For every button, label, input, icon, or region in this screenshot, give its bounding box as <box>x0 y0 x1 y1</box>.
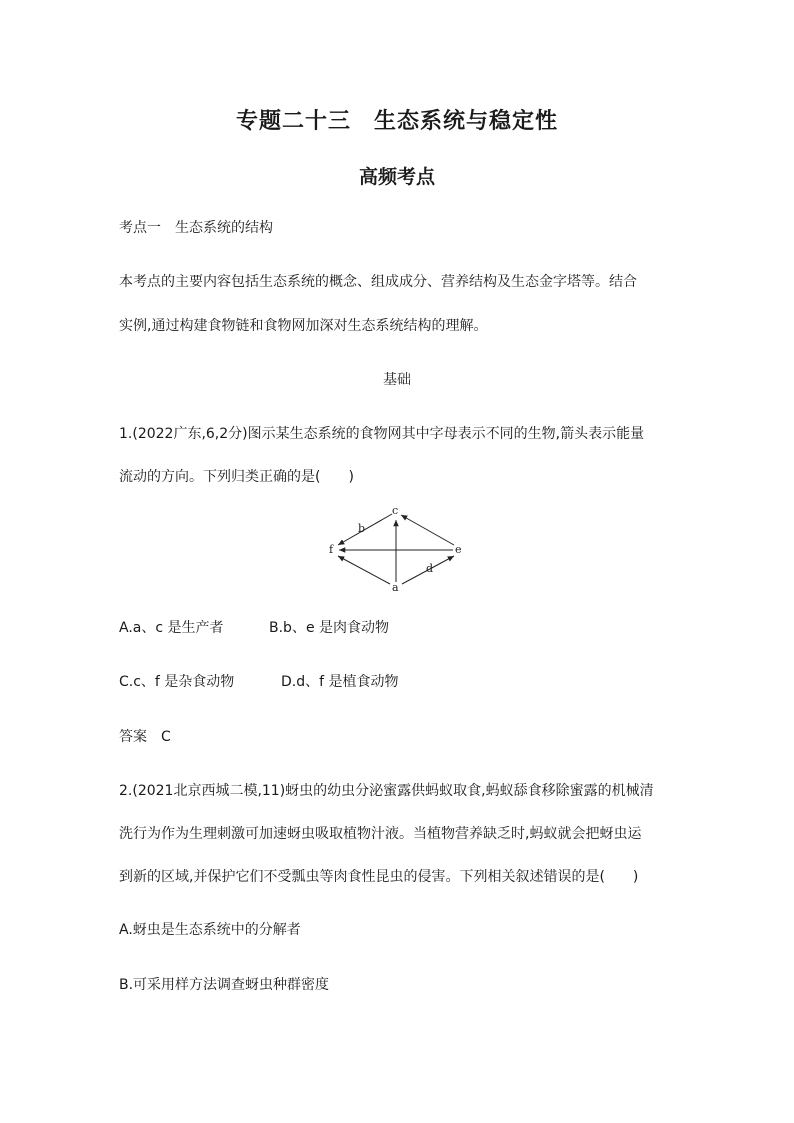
page-title: 专题二十三 生态系统与稳定性 <box>235 109 558 134</box>
intro-line-2: 实例,通过构建食物链和食物网加深对生态系统结构的理解。 <box>119 318 488 334</box>
section-heading: 考点一 生态系统的结构 <box>119 220 273 236</box>
intro-line-1: 本考点的主要内容包括生态系统的概念、组成成分、营养结构及生态金字塔等。结合 <box>119 274 637 290</box>
q1-options-row-1 <box>119 618 389 638</box>
q2-option-b[interactable]: B.可采用样方法调查蚜虫种群密度 <box>119 977 330 993</box>
q2-stem-line-3: 到新的区域,并保护它们不受瓢虫等肉食性昆虫的侵害。下列相关叙述错误的是( ) <box>119 869 639 885</box>
q1-stem-line-1: 1.(2022广东,6,2分)图示某生态系统的食物网其中字母表示不同的生物,箭头表示能量 <box>119 426 645 442</box>
q1-option-c[interactable]: C.c、f 是杂食动物 <box>119 674 235 690</box>
q2-stem-line-1: 2.(2021北京西城二模,11)蚜虫的幼虫分泌蜜露供蚂蚁取食,蚂蚁舔食移除蜜露的机械清 <box>119 783 654 799</box>
q1-answer: 答案 C <box>119 729 171 745</box>
q2-option-a[interactable]: A.蚜虫是生态系统中的分解者 <box>119 922 301 938</box>
node-label-b: b <box>358 522 366 535</box>
page-subtitle: 高频考点 <box>358 166 435 188</box>
q1-option-d[interactable]: D.d、f 是植食动物 <box>281 674 399 690</box>
arrow-e-to-c <box>401 515 454 545</box>
node-label-d: d <box>426 562 434 575</box>
node-label-f: f <box>329 543 334 556</box>
node-label-e: e <box>455 543 462 556</box>
food-web-diagram <box>320 502 470 600</box>
node-label-c: c <box>392 504 399 517</box>
level-label: 基础 <box>383 372 411 388</box>
q1-option-a[interactable]: A.a、c 是生产者 <box>119 620 224 636</box>
arrow-a-to-f <box>338 556 390 584</box>
q1-stem-line-2: 流动的方向。下列归类正确的是( ) <box>119 469 354 485</box>
q1-options-row-2 <box>119 672 399 692</box>
q2-stem-line-2: 洗行为作为生理刺激可加速蚜虫吸取植物汁液。当植物营养缺乏时,蚂蚁就会把蚜虫运 <box>119 826 642 842</box>
q1-option-b[interactable]: B.b、e 是肉食动物 <box>269 620 390 636</box>
node-label-a: a <box>392 581 399 594</box>
